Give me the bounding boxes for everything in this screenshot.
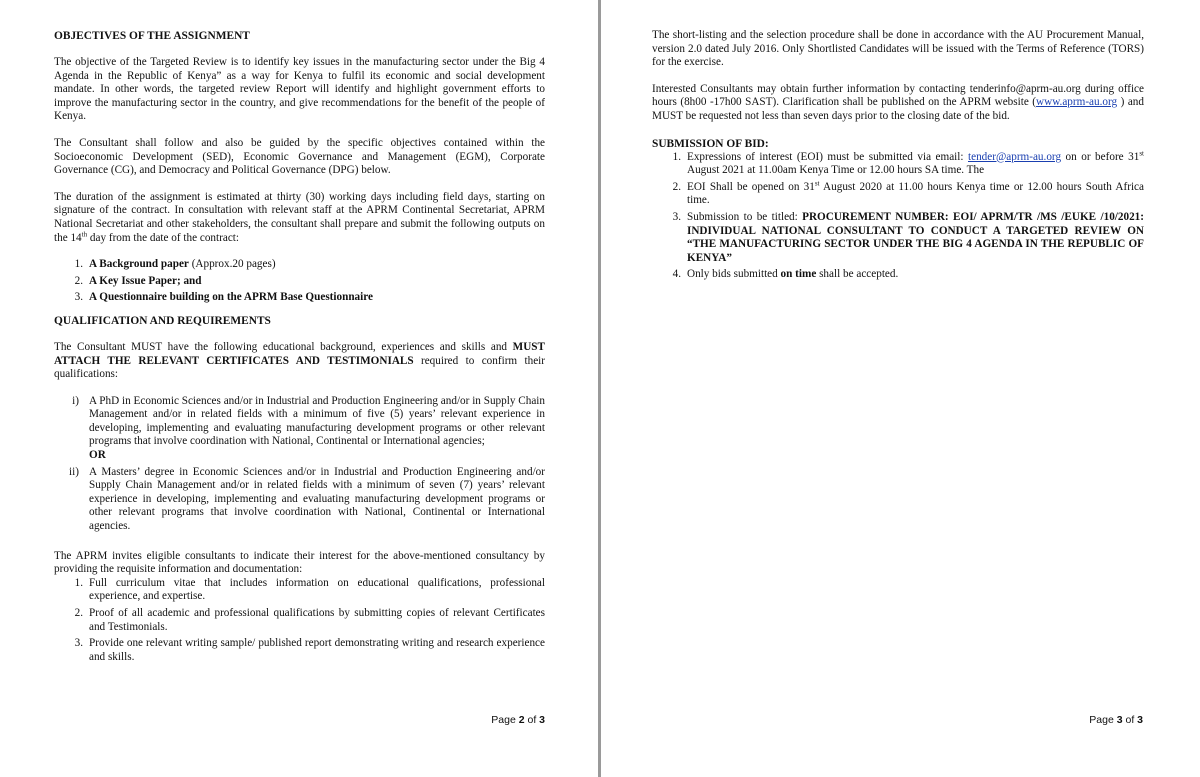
degrees-list: [54, 395, 545, 534]
list-item: [652, 211, 1144, 265]
item-text: [687, 181, 1144, 208]
item-text-part: EOI Shall be opened on 31: [687, 180, 815, 193]
duration-text: The duration of the assignment is estimated at thirty (30) working days including field days, starting on signature of the contract. In consultation with relevant staff at the APRM Continental Secretariat, APRM National Secretariat and other stakeholders, the consultant shall prepare and submit the following outputs on the 14: [54, 190, 545, 244]
guidance-paragraph: The Consultant shall follow and also be guided by the specific objectives contained within the Socioeconomic Development (SED), Economic Governance and Management (EGM), Corporate Governance (CG), and Democracy and Political Governance (DPG) below.: [54, 136, 545, 177]
item-number: 3.: [74, 291, 83, 304]
footer-mid: of: [524, 714, 540, 726]
item-bold: A Questionnaire building on the APRM Base Questionnaire: [89, 291, 373, 304]
item-number: i): [72, 394, 79, 407]
item-bold: A Key Issue Paper; and: [89, 274, 202, 287]
item-text-part: Expressions of interest (EOI) must be submitted via email:: [687, 150, 968, 163]
footer-prefix: Page: [1089, 714, 1117, 726]
procurement-title: PROCUREMENT NUMBER: EOI/ APRM/TR /MS /EUKE /10/2021: INDIVIDUAL NATIONAL CONSULTANT TO CONDUCT A TARGETED REVIEW ON “THE MANUFACTURING SECTOR UNDER THE BIG 4 AGENDA IN THE REPUBLIC OF KENYA”: [687, 210, 1144, 264]
list-item: [54, 291, 545, 305]
item-number: 3.: [74, 637, 83, 650]
or-label: OR: [89, 449, 106, 462]
item-text-part: August 2020 at 11.00 hours Kenya time or 12.00 hours South Africa time.: [687, 180, 1144, 207]
qualification-heading: QUALIFICATION AND REQUIREMENTS: [54, 314, 271, 327]
item-text: [89, 275, 545, 289]
list-item: [652, 181, 1144, 208]
list-item: [54, 637, 545, 664]
item-text: [687, 268, 1144, 282]
duration-paragraph: [54, 191, 545, 245]
page-3: [601, 0, 1200, 777]
item-text-part: shall be accepted.: [816, 268, 899, 281]
duration-sup: th: [81, 229, 88, 238]
item-bold: A Background paper: [89, 258, 189, 271]
item-text-part: August 2021 at 11.00am Kenya Time or 12.00 hours SA time. The: [687, 164, 985, 177]
page-number-footer: [491, 714, 545, 728]
email-link[interactable]: tender@aprm-au.org: [968, 150, 1062, 163]
contact-text: Interested Consultants may obtain further information by contacting tenderinfo@aprm-au.org during office hours (8h00 -17h00 SAST). Clarification shall be published on the APRM website (: [652, 82, 1144, 109]
list-item: [652, 148, 1144, 178]
item-text-part: Submission to be titled:: [687, 210, 803, 223]
item-number: 4.: [672, 268, 681, 281]
website-link[interactable]: www.aprm-au.org: [1036, 96, 1118, 109]
item-text: [89, 258, 545, 272]
item-text-part: Only bids submitted: [687, 268, 781, 281]
list-item: [54, 466, 545, 534]
footer-current: 3: [1116, 714, 1123, 726]
page-3-content: [652, 29, 1144, 285]
item-text: [89, 395, 545, 463]
objectives-heading: OBJECTIVES OF THE ASSIGNMENT: [54, 30, 250, 42]
contact-paragraph: [652, 83, 1144, 124]
item-text-part: on or before 31: [1061, 150, 1140, 163]
item-bold: on time: [780, 268, 817, 281]
objectives-paragraph: [54, 56, 545, 124]
documents-list: [54, 577, 545, 665]
objectives-text-end: as a way for Kenya to fulfil its economic and social development mandate. In other words, the targeted review Report will identify and highlight government efforts to improve the manufacturing sector in the country, and give recommendations for the benefit of the people of Kenya.: [54, 69, 545, 123]
item-sup: st: [1139, 148, 1144, 157]
item-text: [89, 291, 545, 305]
item-text: Proof of all academic and professional qualifications by submitting copies of relevant Certificates and Testimonials.: [89, 607, 545, 633]
item-number: 1.: [74, 258, 83, 271]
qualification-paragraph: [54, 341, 545, 382]
item-number: 2.: [74, 607, 83, 619]
item-number: 1.: [672, 150, 681, 163]
item-number: 1.: [74, 576, 83, 589]
item-rest: (Approx.20 pages): [188, 258, 276, 271]
list-item: [54, 258, 545, 272]
shortlisting-paragraph: The short-listing and the selection procedure shall be done in accordance with the AU Procurement Manual, version 2.0 dated July 2016. Only Shortlisted Candidates will be issued with the Terms of Reference (TORS) for the exercise.: [652, 29, 1144, 69]
outputs-list: [54, 258, 545, 305]
list-item: [54, 395, 545, 463]
page-number-footer: [1089, 714, 1143, 728]
qualification-text: The Consultant MUST have the following educational background, experiences and skills and: [54, 340, 513, 353]
footer-total: 3: [539, 714, 545, 726]
list-item: [54, 607, 545, 634]
item-text: Full curriculum vitae that includes information on educational qualifications, professional experience, and expertise.: [89, 576, 545, 603]
footer-prefix: Page: [491, 714, 519, 726]
contact-text-end: ) and MUST be requested not less than seven days prior to the closing date of the bid.: [652, 96, 1144, 122]
page-2-content: [54, 29, 545, 667]
invite-paragraph: The APRM invites eligible consultants to indicate their interest for the above-mentioned consultancy by providing the requisite information and documentation:: [54, 549, 545, 576]
item-text: [89, 466, 545, 534]
qualification-bold: MUST ATTACH THE RELEVANT CERTIFICATES AND TESTIMONIALS: [54, 340, 545, 367]
item-sup: st: [814, 179, 820, 188]
footer-total: 3: [1137, 714, 1143, 726]
degree-text: A Masters’ degree in Economic Sciences and/or in Industrial and Production Engineering and/or Supply Chain Management and/or in related fields with a minimum of seven (7) years’ relevant experience in developing, implementing and evaluating manufacturing development programs or other relevant programs that involve coordination with National, Continental or International agencies.: [89, 465, 545, 533]
footer-current: 2: [518, 714, 525, 726]
item-text: [687, 148, 1144, 178]
list-item: [652, 268, 1144, 282]
item-number: 2.: [672, 180, 681, 193]
duration-text-end: day from the date of the contract:: [87, 231, 240, 244]
list-item: [54, 275, 545, 289]
submission-list: [652, 148, 1144, 282]
item-text: [687, 211, 1144, 265]
qualification-text-end: required to confirm their qualifications:: [54, 354, 546, 381]
item-text: Provide one relevant writing sample/ published report demonstrating writing and research experience and skills.: [89, 637, 545, 663]
item-number: 2.: [74, 274, 83, 287]
objectives-text-start: The objective of the Targeted Review is to identify key issues in the manufacturing sector under the Big 4 Agenda in the Republic of Kenya”: [54, 56, 545, 82]
list-item: [54, 577, 545, 604]
page-2: [0, 0, 598, 777]
degree-text: A PhD in Economic Sciences and/or in Industrial and Production Engineering and/or in Supply Chain Management and/or in related fields with a minimum of five (5) years’ relevant experience in developing, implementing and evaluating manufacturing development programs or other relevant programs that involve coordination with National, Continental or International agencies;: [89, 394, 545, 448]
item-number: 3.: [672, 210, 681, 223]
submission-heading: SUBMISSION OF BID:: [652, 137, 769, 150]
footer-mid: of: [1122, 714, 1138, 726]
item-number: ii): [69, 465, 79, 478]
